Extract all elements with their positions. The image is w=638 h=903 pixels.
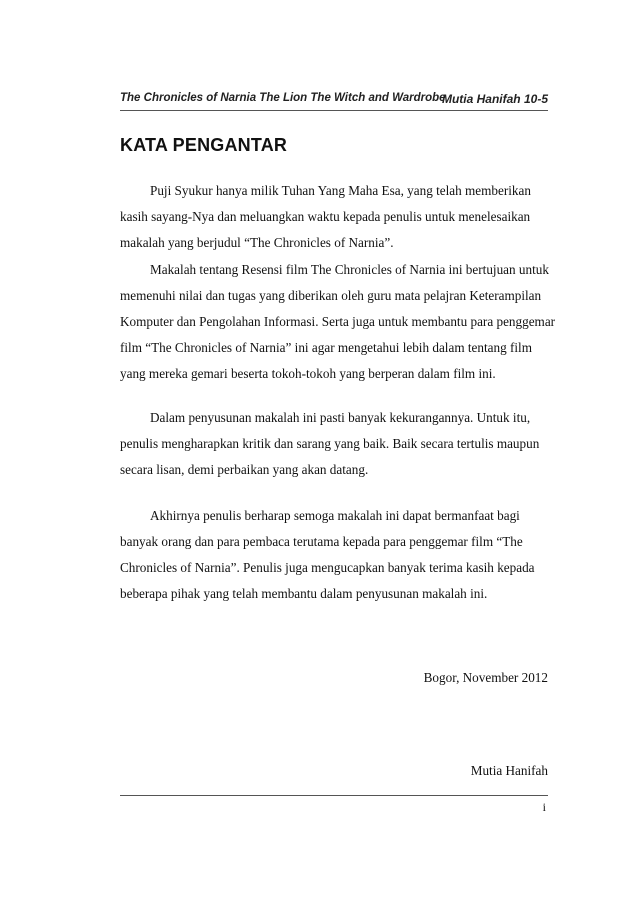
paragraph-1 — [120, 178, 548, 256]
paragraph-line: banyak orang dan para pembaca terutama kepada para penggemar film “The — [120, 534, 523, 549]
paragraph-line: penulis mengharapkan kritik dan sarang yang baik. Baik secara tertulis maupun — [120, 436, 540, 451]
paragraph-line: Akhirnya penulis berharap semoga makalah ini dapat bermanfaat bagi — [150, 508, 520, 523]
page-title: KATA PENGANTAR — [120, 135, 288, 155]
paragraph-3 — [120, 405, 548, 483]
paragraph-line: secara lisan, demi perbaikan yang akan datang. — [120, 462, 369, 477]
paragraph-line: Puji Syukur hanya milik Tuhan Yang Maha Esa, yang telah memberikan — [150, 183, 531, 198]
paragraph-line: memenuhi nilai dan tugas yang diberikan oleh guru mata pelajran Keterampilan — [120, 288, 542, 303]
header-rule — [120, 110, 548, 111]
paragraph-line: kasih sayang-Nya dan meluangkan waktu kepada penulis untuk menelesaikan — [120, 209, 531, 224]
page-number: i — [542, 800, 546, 814]
paragraph-4 — [120, 503, 548, 607]
paragraph-line: beberapa pihak yang telah membantu dalam penyusunan makalah ini. — [120, 586, 488, 601]
header-document-title: The Chronicles of Narnia The Lion The Witch and Wardrobe — [120, 92, 446, 104]
place-and-date: Bogor, November 2012 — [423, 670, 548, 685]
paragraph-line: makalah yang berjudul “The Chronicles of Narnia”. — [120, 235, 394, 250]
paragraph-line: film “The Chronicles of Narnia” ini agar mengetahui lebih dalam tentang film — [120, 340, 532, 355]
header-author: Mutia Hanifah 10-5 — [441, 92, 548, 106]
paragraph-line: Makalah tentang Resensi film The Chronicles of Narnia ini bertujuan untuk — [150, 262, 549, 277]
signer-name: Mutia Hanifah — [470, 763, 548, 778]
paragraph-2 — [120, 257, 556, 387]
paragraph-line: yang mereka gemari beserta tokoh-tokoh yang berperan dalam film ini. — [120, 366, 496, 381]
paragraph-line: Komputer dan Pengolahan Informasi. Serta juga untuk membantu para penggemar — [120, 314, 556, 329]
paragraph-line: Chronicles of Narnia”. Penulis juga mengucapkan banyak terima kasih kepada — [120, 560, 535, 575]
footer-rule — [120, 795, 548, 796]
paragraph-line: Dalam penyusunan makalah ini pasti banyak kekurangannya. Untuk itu, — [150, 410, 531, 425]
